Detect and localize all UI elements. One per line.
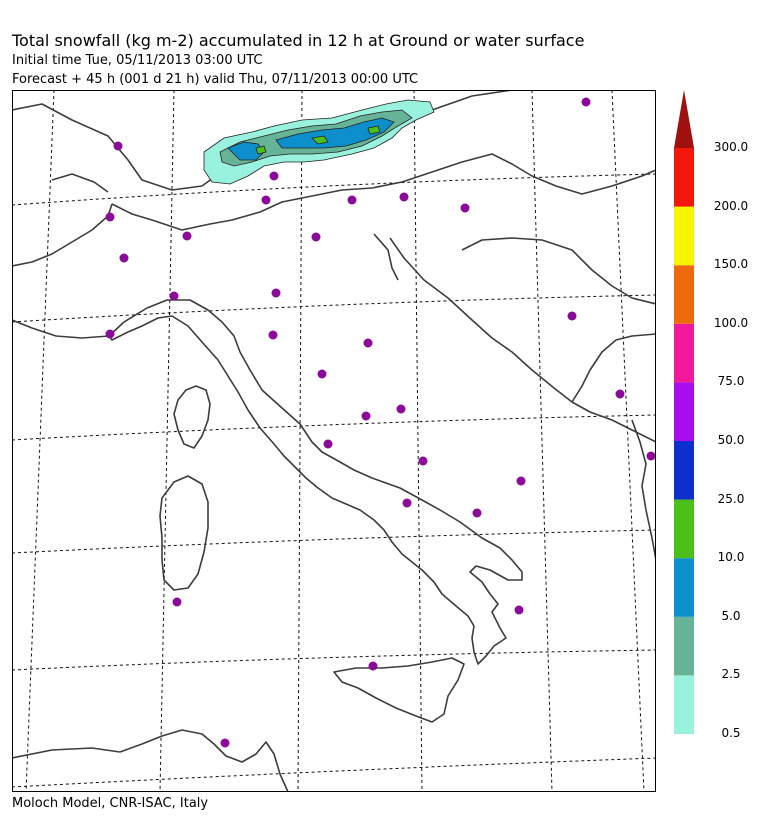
legend-label: 0.5 <box>721 726 741 740</box>
station-marker <box>647 452 656 461</box>
legend-swatch <box>674 265 694 324</box>
station-marker <box>221 739 230 748</box>
legend-label: 25.0 <box>717 491 745 506</box>
station-marker <box>120 254 129 263</box>
legend-swatch <box>674 617 694 676</box>
station-marker <box>114 142 123 151</box>
station-marker <box>515 606 524 615</box>
station-marker <box>400 193 409 202</box>
legend-swatch-top <box>674 90 694 148</box>
station-marker <box>517 477 526 486</box>
legend-label: 150.0 <box>713 257 749 272</box>
station-marker <box>183 232 192 241</box>
legend-swatch <box>674 675 694 734</box>
legend-swatch <box>674 558 694 617</box>
legend-swatch <box>674 148 694 207</box>
map-frame <box>13 91 656 792</box>
legend-label: 10.0 <box>717 550 745 565</box>
station-marker <box>312 233 321 242</box>
legend-label: 200.0 <box>713 198 749 213</box>
legend-swatch <box>674 382 694 441</box>
legend-label: 5.0 <box>721 608 741 623</box>
model-credit: Moloch Model, CNR-ISAC, Italy <box>12 796 209 811</box>
initial-time-label: Initial time Tue, 05/11/2013 03:00 UTC <box>12 53 263 68</box>
station-marker <box>568 312 577 321</box>
legend-swatch <box>674 207 694 266</box>
station-marker <box>419 457 428 466</box>
map-title: Total snowfall (kg m-2) accumulated in 12 h at Ground or water surface <box>12 31 585 50</box>
station-marker <box>173 598 182 607</box>
station-marker <box>270 172 279 181</box>
snowfall-shading <box>204 100 434 184</box>
colorbar-legend <box>672 88 696 738</box>
station-marker <box>403 499 412 508</box>
legend-label: 75.0 <box>717 374 745 389</box>
station-marker <box>362 412 371 421</box>
station-marker <box>582 98 591 107</box>
station-marker <box>272 289 281 298</box>
station-marker <box>106 213 115 222</box>
station-marker <box>473 509 482 518</box>
station-marker <box>364 339 373 348</box>
station-marker <box>461 204 470 213</box>
station-marker <box>397 405 406 414</box>
graticule <box>12 90 656 792</box>
station-marker <box>170 292 179 301</box>
station-marker <box>324 440 333 449</box>
legend-label: 50.0 <box>717 433 745 447</box>
station-marker <box>269 331 278 340</box>
station-marker <box>106 330 115 339</box>
legend-label: 2.5 <box>721 667 741 682</box>
station-marker <box>348 196 357 205</box>
snowfall-map <box>12 90 656 792</box>
legend-label: 100.0 <box>713 315 749 330</box>
coastlines <box>12 90 656 792</box>
station-marker <box>318 370 327 379</box>
station-marker <box>369 662 378 671</box>
legend-swatch <box>674 441 694 500</box>
legend-label: 300.0 <box>713 140 749 154</box>
forecast-valid-label: Forecast + 45 h (001 d 21 h) valid Thu, 07/11/2013 00:00 UTC <box>12 72 419 87</box>
station-marker <box>262 196 271 205</box>
legend-swatch <box>674 324 694 383</box>
station-marker <box>616 390 625 399</box>
legend-swatch <box>674 500 694 559</box>
